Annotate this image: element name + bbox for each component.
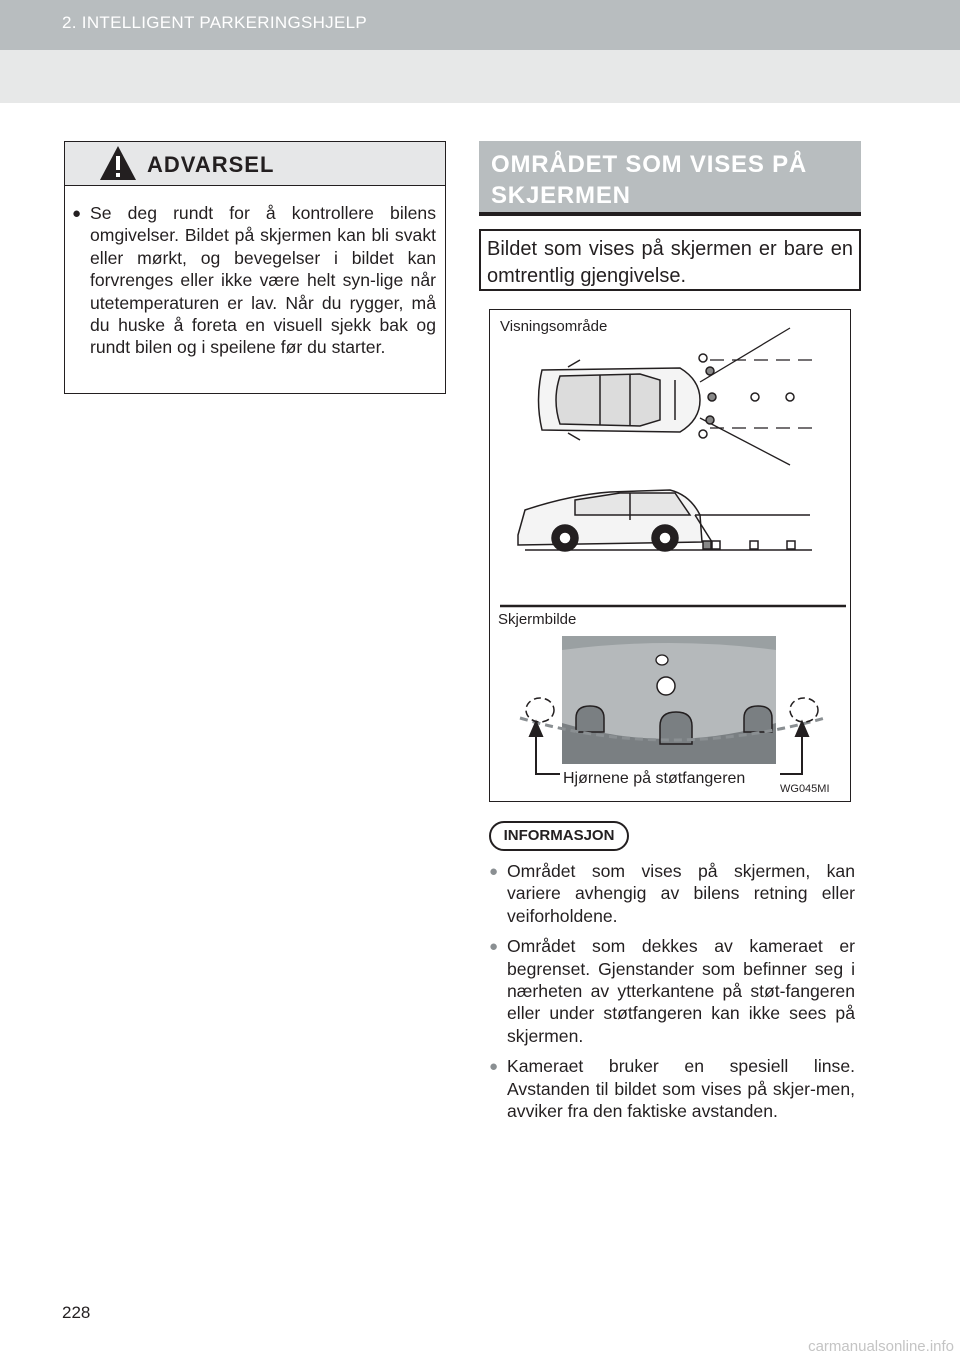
label-bumper-corners: Hjørnene på støtfangeren [563, 770, 746, 787]
info-text: Kameraet bruker en spesiell linse. Avstanden til bildet som vises på skjer-men, avviker fra den faktiske avstanden. [507, 1056, 855, 1122]
info-bullet-icon: ● [489, 1058, 499, 1076]
car-top-view [539, 360, 701, 440]
camera-view-figure [489, 309, 851, 802]
warning-bullet [72, 202, 436, 359]
bullet-dot-icon: ● [72, 205, 82, 222]
car-side-view [518, 490, 812, 551]
info-text: Området som dekkes av kameraet er begrenset. Gjenstander som befinner seg i nærheten av ytterkantene på støt-fangeren eller under støtfangeren kan ikke sees på skjermen. [507, 936, 855, 1046]
info-bullet-icon: ● [489, 863, 499, 880]
warning-box [64, 141, 446, 394]
watermark: carmanualsonline.info [808, 1338, 954, 1355]
warning-triangle-icon [98, 144, 138, 182]
header-strip [0, 0, 960, 50]
warning-header [65, 142, 445, 186]
section-header-title: 2. INTELLIGENT PARKERINGSHJELP [62, 13, 368, 32]
ground-markers [703, 541, 795, 549]
label-screen: Skjermbilde [498, 611, 577, 628]
info-bullet-icon: ● [489, 938, 499, 956]
screen-image [520, 636, 825, 764]
section-title: OMRÅDET SOM VISES PÅ SKJERMEN [491, 151, 808, 209]
info-item [489, 935, 855, 1047]
info-text: Området som vises på skjermen, kan variere avhengig av bilens retning eller veiforholdene. [507, 861, 855, 926]
warning-title: ADVARSEL [147, 152, 275, 177]
info-item [489, 1055, 855, 1122]
warning-text: Se deg rundt for å kontrollere bilens omgivelser. Bildet på skjermen kan bli svakt eller mørkt, og bevegelser i bildet kan forvrenges eller ikke være helt syn-lige når utetemperaturen er lav. Når du rygger, må du huske å foreta en visuell sjekk bak og rundt bilen og i speilene før du starter. [90, 203, 436, 358]
page-number: 228 [62, 1303, 91, 1322]
figure-code: WG045MI [780, 783, 830, 795]
info-list [489, 860, 855, 1130]
section-heading [479, 141, 861, 216]
info-item [489, 860, 855, 927]
camera-illustration [490, 310, 850, 801]
section-subtitle: Bildet som vises på skjermen er bare en omtrentlig gjengivelse. [479, 229, 861, 291]
label-view-area: Visningsområde [500, 318, 608, 335]
info-badge: INFORMASJON [489, 821, 629, 851]
